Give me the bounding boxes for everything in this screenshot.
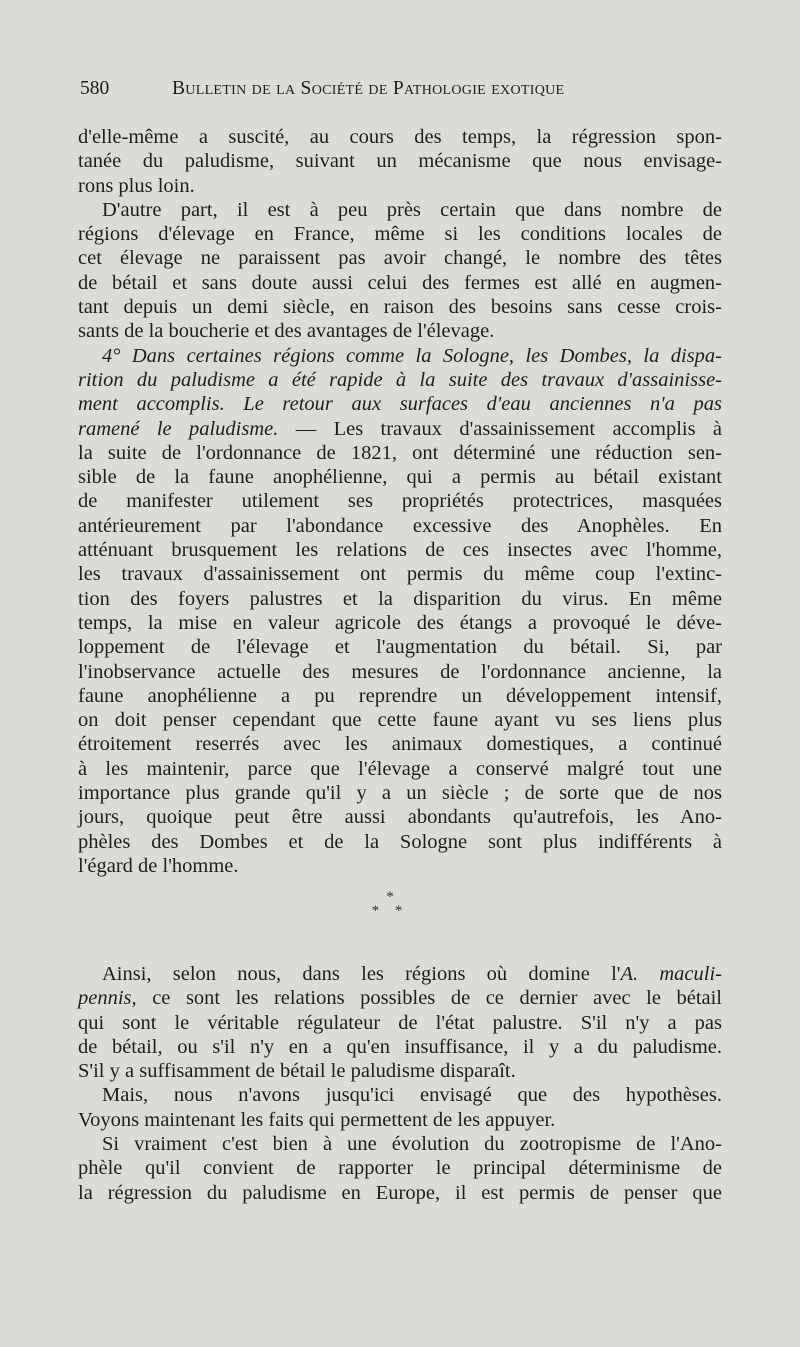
text-line: phèles des Dombes et de la Sologne sont plus indifférents à <box>78 830 722 853</box>
text-line: Mais, nous n'avons jusqu'ici envisagé que des hypothèses. <box>102 1084 722 1107</box>
text-line: sants de la boucherie et des avantages de l'élevage. <box>78 320 495 343</box>
text-line: l'égard de l'homme. <box>78 854 239 877</box>
paragraph-block-2 <box>78 962 722 1205</box>
section-separator <box>350 890 430 930</box>
text-line: faune anophélienne a pu reprendre un développement intensif, <box>78 684 722 707</box>
text-line: les travaux d'assainissement ont permis du même coup l'extinc- <box>78 563 722 586</box>
italic-run: A. maculi- <box>620 963 722 985</box>
running-title: Bulletin de la Société de Pathologie exotique <box>172 78 565 99</box>
text-line-mixed <box>78 986 722 1010</box>
text-line-italic: ment accomplis. Le retour aux surfaces d'eau anciennes n'a pas <box>78 393 722 416</box>
text-line: la suite de l'ordonnance de 1821, ont déterminé une réduction sen- <box>78 441 722 464</box>
text-line: de manifester utilement ses propriétés protectrices, masquées <box>78 490 722 513</box>
roman-run: — Les travaux d'assainissement accomplis à <box>278 417 723 440</box>
text-line: de bétail et sans doute aussi celui des fermes est allé en augmen- <box>78 271 722 294</box>
roman-run: Ainsi, selon nous, dans les régions où domine l' <box>102 963 621 985</box>
text-line: cet élevage ne paraissent pas avoir changé, le nombre des têtes <box>78 247 722 270</box>
page-number: 580 <box>80 78 110 99</box>
text-line: l'inobservance actuelle des mesures de l'ordonnance ancienne, la <box>78 660 722 683</box>
text-line: d'elle-même a suscité, au cours des temps, la régression spon- <box>78 126 722 148</box>
text-line-mixed <box>78 962 722 986</box>
text-line: antérieurement par l'abondance excessive des Anophèles. En <box>78 514 722 537</box>
text-line: loppement de l'élevage et l'augmentation du bétail. Si, par <box>78 636 722 659</box>
text-line: régions d'élevage en France, même si les conditions locales de <box>78 223 722 246</box>
text-line: Voyons maintenant les faits qui permettent de les appuyer. <box>78 1108 556 1131</box>
text-line: tion des foyers palustres et la disparition du virus. En même <box>78 587 722 610</box>
text-line: S'il y a suffisamment de bétail le paludisme disparaît. <box>78 1060 516 1083</box>
text-line: de bétail, ou s'il n'y en a qu'en insuffisance, il y a du paludisme. <box>78 1035 722 1058</box>
text-line: importance plus grande qu'il y a un siècle ; de sorte que de nos <box>78 782 722 805</box>
paragraph-block-1 <box>78 125 722 878</box>
italic-run: ramené le paludisme. <box>78 417 279 440</box>
text-line: atténuant brusquement les relations de ces insectes avec l'homme, <box>78 539 722 562</box>
text-line: jours, quoique peut être aussi abondants qu'autrefois, les Ano- <box>78 806 722 829</box>
text-line: rons plus loin. <box>78 174 195 197</box>
text-line: on doit penser cependant que cette faune ayant vu ses liens plus <box>78 709 722 732</box>
text-line: phèle qu'il convient de rapporter le principal déterminisme de <box>78 1157 722 1180</box>
text-line-italic: rition du paludisme a été rapide à la suite des travaux d'assainisse- <box>78 368 722 391</box>
text-line: Si vraiment c'est bien à une évolution du zootropisme de l'Ano- <box>102 1133 722 1156</box>
text-line: étroitement reserrés avec les animaux domestiques, a continué <box>78 733 722 756</box>
text-line: qui sont le véritable régulateur de l'état palustre. S'il n'y a pas <box>78 1011 722 1034</box>
text-line: sible de la faune anophélienne, qui a permis au bétail existant <box>78 466 722 489</box>
text-line: à les maintenir, parce que l'élevage a conservé malgré tout une <box>78 757 722 780</box>
separator-stars: * * <box>371 903 409 919</box>
text-line: tanée du paludisme, suivant un mécanisme que nous envisage- <box>78 150 722 173</box>
text-line: la régression du paludisme en Europe, il est permis de penser que <box>78 1181 722 1204</box>
text-line: temps, la mise en valeur agricole des étangs a provoqué le déve- <box>78 611 722 634</box>
roman-run: ce sont les relations possibles de ce dernier avec le bétail <box>136 987 722 1010</box>
text-line-mixed <box>78 417 722 441</box>
text-line: tant depuis un demi siècle, en raison des besoins sans cesse crois- <box>78 296 722 319</box>
italic-run: pennis, <box>78 987 137 1010</box>
separator-star: * <box>386 889 394 905</box>
text-line: D'autre part, il est à peu près certain que dans nombre de <box>102 198 722 221</box>
text-line-italic: 4° Dans certaines régions comme la Sologne, les Dombes, la dispa- <box>102 344 722 367</box>
